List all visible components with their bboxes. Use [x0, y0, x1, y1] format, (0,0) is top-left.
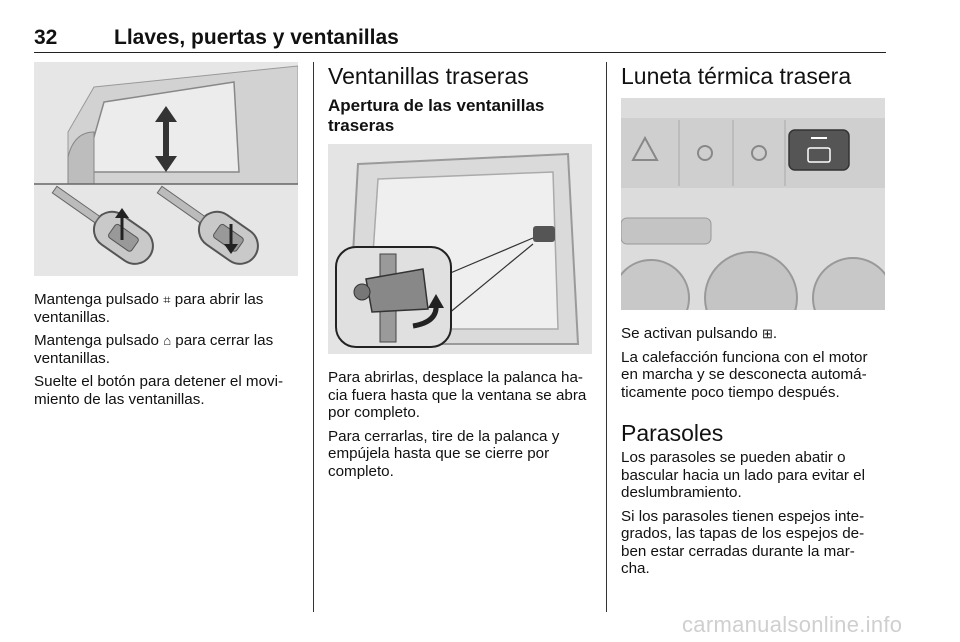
column-divider	[313, 62, 314, 612]
window-close-icon: ⌂	[163, 333, 172, 348]
page-header	[34, 24, 886, 53]
section-title: Luneta térmica trasera	[621, 63, 852, 89]
rear-defrost-icon: ⊞	[762, 326, 773, 341]
chapter-title: Llaves, puertas y ventanillas	[114, 26, 399, 49]
open-rear-window-text: Para abrirlas, desplace la palanca ha- cia fuera hasta que la ventana se abra por completo.	[328, 369, 587, 421]
stop-windows-instruction: Suelte el botón para detener el movi- miento de las ventanillas.	[34, 373, 284, 408]
section-title: Parasoles	[621, 420, 724, 446]
close-rear-window-text: Para cerrarlas, tire de la palanca y empújela hasta que se cierre por completo.	[328, 427, 560, 480]
sun-visor-text: Los parasoles se pueden abatir o bascular hacia un lado para evitar el deslumbramiento.	[621, 449, 865, 501]
close-windows-instruction: Mantenga pulsado ⌂ para cerrar las ventanillas.	[34, 332, 274, 367]
sun-visor-mirror-text: Si los parasoles tienen espejos inte- grados, las tapas de los espejos de- ben estar cerradas durante la mar- cha.	[621, 507, 865, 577]
column-keys	[34, 62, 298, 408]
watermark: carmanualsonline.info	[682, 612, 903, 637]
column-divider	[606, 62, 607, 612]
page-number: 32	[34, 26, 58, 49]
defrost-behavior-text: La calefacción funciona con el motor en marcha y se desconecta automá- ticamente poco tiempo después.	[621, 348, 868, 401]
key-fob-illustration	[34, 62, 298, 276]
section-title: Ventanillas traseras	[328, 63, 529, 89]
window-open-icon: ⌗	[163, 292, 171, 307]
rear-window-lever-illustration	[328, 144, 592, 354]
subsection-title: Apertura de las ventanillas traseras	[328, 96, 545, 135]
open-windows-instruction: Mantenga pulsado ⌗ para abrir las ventanillas.	[34, 291, 264, 326]
column-rear-windows	[328, 62, 592, 480]
dashboard-buttons-illustration	[621, 98, 885, 310]
column-rear-defrost	[621, 62, 885, 578]
activate-defrost-text: Se activan pulsando ⊞.	[621, 325, 778, 342]
